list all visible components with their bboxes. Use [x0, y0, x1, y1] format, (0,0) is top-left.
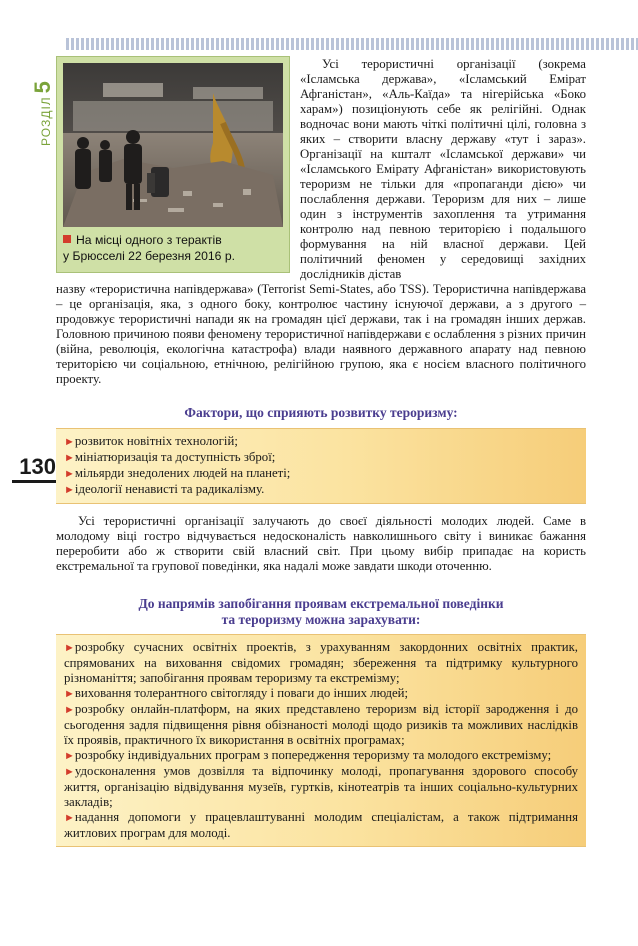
prevention-heading-line-1: До напрямів запобігання проявам екстремальної поведінки — [138, 596, 504, 611]
arrow-bullet-icon: ► — [64, 468, 75, 480]
page-number: 130 — [12, 454, 56, 483]
list-item: ►розробку онлайн-платформ, на яких представлено тероризм від історії зародження і до сьогодення задля підвищення рівня обізнаності молоді щодо ризиків та можливих наслідків їх проявів, практичного їх використання в освітніх програмах; — [64, 702, 578, 747]
list-item: ►розробку сучасних освітніх проектів, з урахуванням закордонних освітніх практик, спрямованих на виховання свідомих громадян; збереження та підтримку культурного різноманіття; запобігання проявам тероризму та екстремізму; — [64, 640, 578, 685]
arrow-bullet-icon: ► — [64, 688, 75, 700]
list-item: ►надання допомоги у працевлаштуванні молодим спеціалістам, а також підтримання житлових програм для молоді. — [64, 810, 578, 840]
photo-caption — [63, 232, 285, 264]
prevention-heading — [56, 596, 586, 628]
arrow-bullet-icon: ► — [64, 642, 75, 654]
prevention-box — [56, 634, 586, 847]
list-item: ►розвиток новітніх технологій; — [64, 434, 238, 448]
section-label — [26, 58, 56, 148]
arrow-bullet-icon: ► — [64, 452, 75, 464]
list-item: ►мініатюризація та доступність зброї; — [64, 450, 276, 464]
caption-line-2: у Брюсселі 22 березня 2016 р. — [63, 249, 235, 263]
photo-airport-attack — [63, 63, 283, 227]
arrow-bullet-icon: ► — [64, 484, 75, 496]
column-paragraph: Усі терористичні організації (зокрема «Ісламська держава», «Ісламський Емірат Афганістан», «Аль-Каїда» та нігерійська «Боко харам») позиціонують себе як релігійні. Однак водночас вони мають чіткі політичні цілі, головна з яких – створити власну державу «тут і зараз». Організації на кшталт «Ісламської держави» чи «Ісламського Емірату Афганістан» використовують тероризм не тільки для «пропаганди дією» чи послаблення держави. Тероризм для них – лише один з інструментів захоплення та утримання контролю над певною територією і подальшого формування на ній власної держави. Цей політичний феномен у середовищі західних дослідників дістав — [300, 57, 586, 281]
arrow-bullet-icon: ► — [64, 704, 75, 716]
factors-box — [56, 428, 586, 504]
photo-frame — [56, 56, 290, 273]
intro-full-text — [56, 282, 586, 387]
list-item: ►удосконалення умов дозвілля та відпочинку молоді, пропагування здорового способу життя, організацію відвідування музеїв, гуртків, кінотеатрів та інших соціально-культурних закладів; — [64, 764, 578, 809]
factors-heading: Фактори, що сприяють розвитку тероризму: — [184, 405, 458, 420]
section-word: РОЗДІЛ — [39, 96, 53, 146]
header-stripes — [66, 38, 638, 50]
list-item: ►ідеології ненависті та радикалізму. — [64, 482, 265, 496]
arrow-bullet-icon: ► — [64, 436, 75, 448]
list-item: ►мільярди знедолених людей на планеті; — [64, 466, 291, 480]
arrow-bullet-icon: ► — [64, 812, 75, 824]
list-item: ►виховання толерантного світогляду і поваги до інших людей; — [64, 686, 409, 700]
youth-text — [56, 514, 586, 574]
caption-marker-icon — [63, 235, 71, 243]
caption-line-1: На місці одного з терактів — [76, 233, 222, 247]
full-paragraph: назву «терористична напівдержава» (Terrorist Semi-States, або TSS). Терористична напівдержава – це організація, яка, з одного боку, контролює частину існуючої держави, а з другого – продовжує терористичні напади як на громадян цієї держави, так і на громадян інших держав. Головною причиною появи феномену терористичної напівдержави є ослаблення з різних причин (війна, революція, екологічна катастрофа) влади наявного державного апарату над певною територією чи соціальною, етнічною, релігійною групою, яка є носієм власного політичного проекту. — [56, 282, 586, 386]
arrow-bullet-icon: ► — [64, 750, 75, 762]
list-item: ►розробку індивідуальних програм з попередження тероризму та молодого екстремізму; — [64, 748, 552, 762]
youth-paragraph: Усі терористичні організації залучають до своєї діяльності молодих людей. Саме в молодому віці гостро відчувається недосконалість навколишнього світу і виникає бажання переробити або ж створити свій власний світ. При цьому вибір припадає на користь екстремальної та групової поведінки, яка надалі може завдати шкоди оточенню. — [56, 514, 586, 573]
prevention-heading-line-2: та тероризму можна зарахувати: — [221, 612, 421, 627]
arrow-bullet-icon: ► — [64, 766, 75, 778]
intro-column-text — [300, 57, 586, 282]
section-number: 5 — [30, 80, 55, 94]
